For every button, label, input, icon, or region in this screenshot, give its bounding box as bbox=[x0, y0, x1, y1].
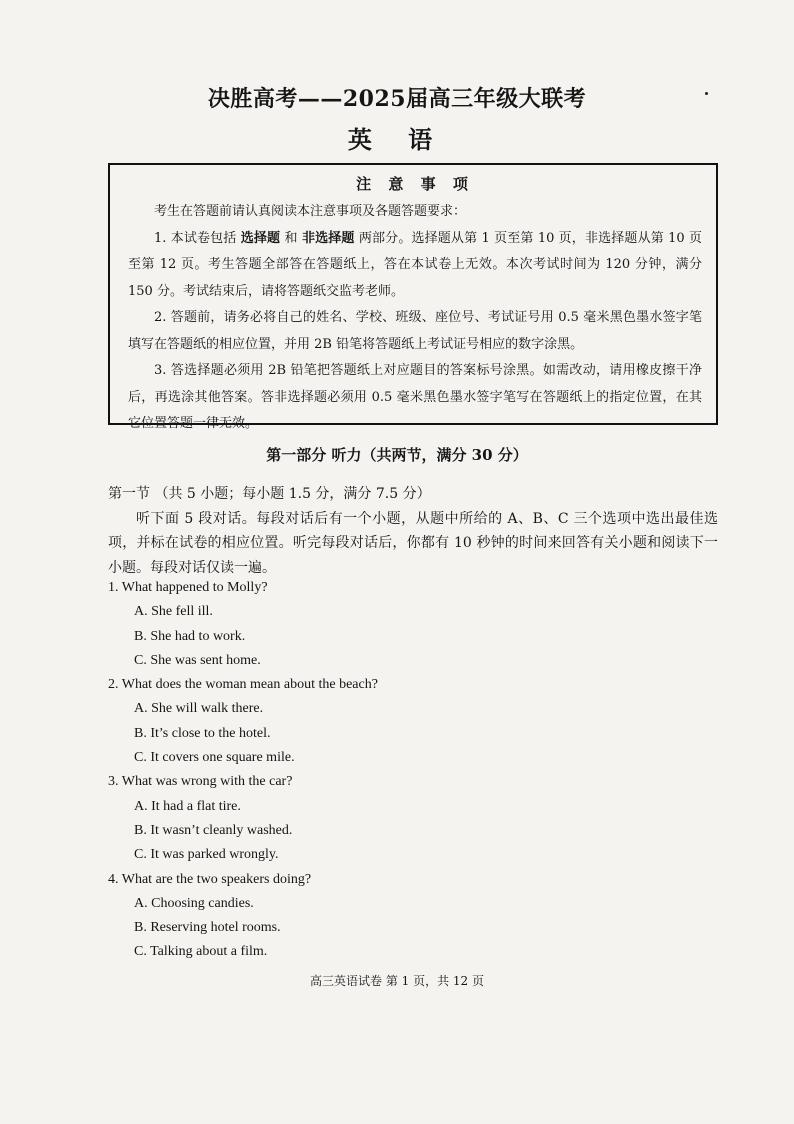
question-stem: 1. What happened to Molly? bbox=[108, 580, 268, 595]
notice-title: 注 意 事 项 bbox=[356, 175, 474, 193]
scan-speck bbox=[705, 92, 708, 95]
answer-option: C. She was sent home. bbox=[134, 652, 261, 668]
section-1 bbox=[108, 482, 718, 580]
answer-option: B. It’s close to the hotel. bbox=[134, 725, 271, 741]
answer-option: A. It had a flat tire. bbox=[134, 798, 241, 814]
question bbox=[108, 673, 718, 770]
notice-box bbox=[108, 163, 718, 431]
notice-item-1-b: 和 bbox=[280, 230, 302, 246]
question-stem: 4. What are the two speakers doing? bbox=[108, 871, 312, 887]
section-instructions: 听下面 5 段对话。每段对话后有一个小题，从题中所给的 A、B、C 三个选项中选出最佳选项，并标在试卷的相应位置。听完每段对话后，你都有 10 秒钟的时间来回答有关小题和阅读下一小题。每段对话仅读一遍。 bbox=[108, 510, 718, 576]
page-footer: 高三英语试卷 第 1 页，共 12 页 bbox=[310, 974, 484, 988]
subject-title: 英 语 bbox=[347, 125, 447, 154]
answer-option: B. It wasn’t cleanly washed. bbox=[134, 822, 293, 838]
notice-item-3: 3. 答选择题必须用 2B 铅笔把答题纸上对应题目的答案标号涂黑。如需改动，请用橡皮擦干净后，再选涂其他答案。答非选择题必须用 0.5 毫米黑色墨水签字笔写在答题纸上的指定位置，在其它位置答题一律无效。 bbox=[128, 363, 702, 431]
notice-item-2: 2. 答题前，请务必将自己的姓名、学校、班级、座位号、考试证号用 0.5 毫米黑色墨水签字笔填写在答题纸的相应位置，并用 2B 铅笔将答题纸上考试证号相应的数字涂黑。 bbox=[128, 310, 702, 352]
answer-option: B. She had to work. bbox=[134, 628, 246, 644]
answer-option: A. Choosing candies. bbox=[134, 895, 254, 911]
question bbox=[108, 868, 718, 965]
question-stem: 2. What does the woman mean about the beach? bbox=[108, 677, 378, 693]
answer-option: C. It was parked wrongly. bbox=[134, 847, 279, 863]
notice-intro: 考生在答题前请认真阅读本注意事项及各题答题要求： bbox=[154, 204, 467, 219]
exam-title: 决胜高考——2025届高三年级大联考 bbox=[207, 86, 587, 112]
question bbox=[108, 770, 718, 867]
question-list bbox=[108, 576, 718, 965]
section-head: 第一节 （共 5 小题；每小题 1.5 分，满分 7.5 分） bbox=[108, 486, 431, 502]
part-title: 第一部分 听力（共两节，满分 30 分） bbox=[266, 446, 528, 464]
answer-option: C. Talking about a film. bbox=[134, 944, 268, 960]
notice-item-1 bbox=[128, 226, 702, 306]
answer-option: B. Reserving hotel rooms. bbox=[134, 920, 281, 936]
answer-option: A. She fell ill. bbox=[134, 604, 213, 620]
notice-item-1-bold-2: 非选择题 bbox=[301, 230, 355, 246]
answer-option: A. She will walk there. bbox=[134, 701, 264, 717]
answer-option: C. It covers one square mile. bbox=[134, 750, 295, 766]
question-stem: 3. What was wrong with the car? bbox=[108, 774, 293, 790]
notice-item-1-bold-1: 选择题 bbox=[240, 230, 281, 246]
question bbox=[108, 576, 718, 673]
notice-item-1-a: 1. 本试卷包括 bbox=[154, 230, 241, 246]
notice-item-1-c: 两部分。选择题从第 1 页至第 10 页，非选择题从第 10 页至第 12 页。考生答题全部答在答题纸上，答在本试卷上无效。本次考试时间为 120 分钟，满分 150 分。考试结束后，请将答题纸交监考老师。 bbox=[128, 230, 702, 299]
